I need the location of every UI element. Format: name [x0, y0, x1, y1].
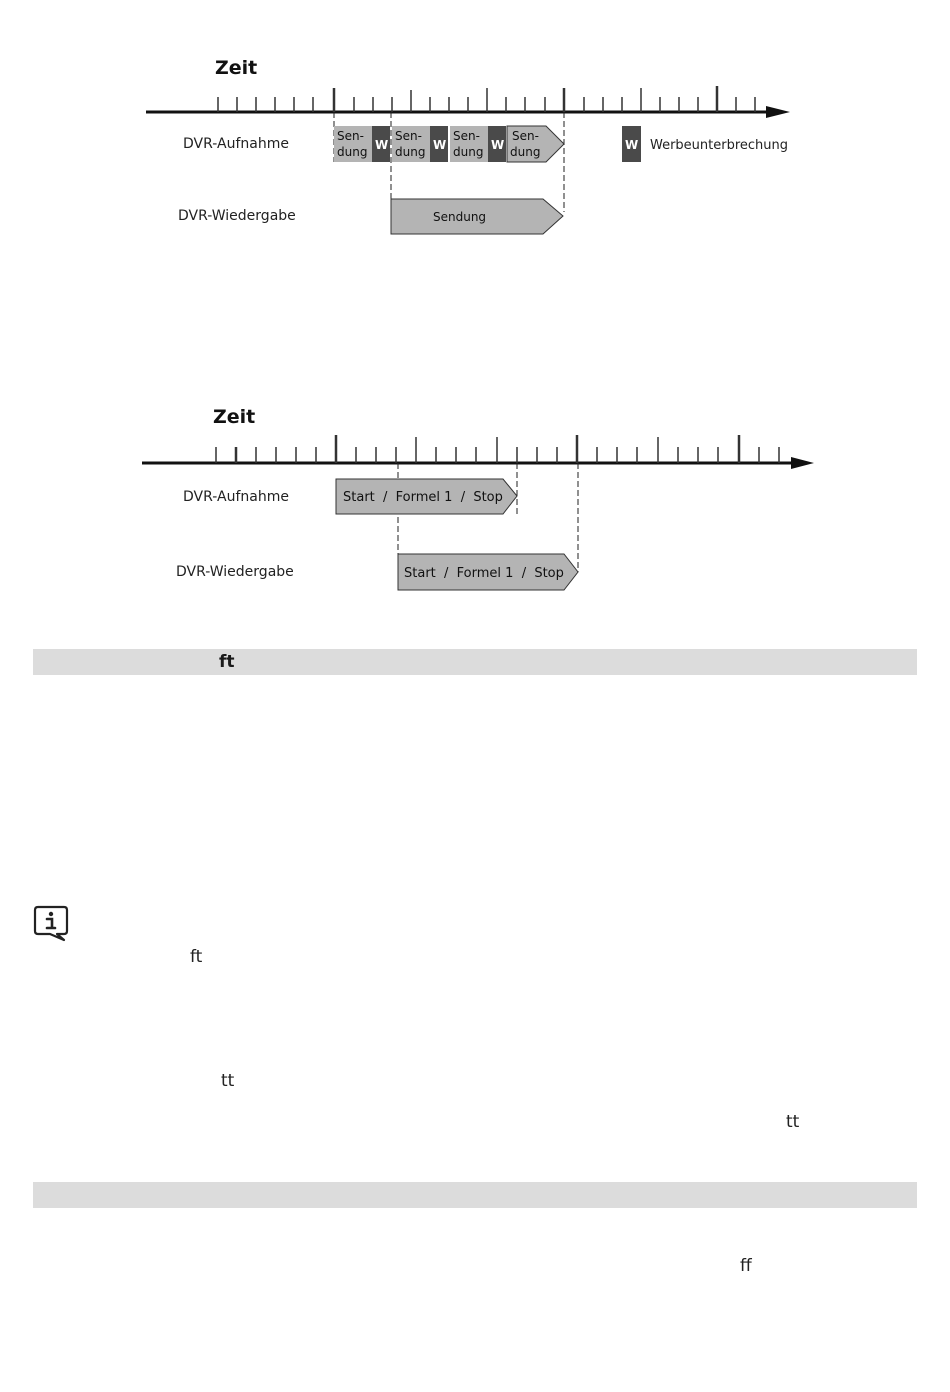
- time-axis-ticks: [216, 435, 779, 463]
- row-label-playback: DVR-Wiedergabe: [178, 208, 296, 224]
- text-fragment: tt: [221, 1071, 235, 1091]
- playback-bar-label: Sendung: [433, 210, 487, 224]
- playback-bar-label: Start / Formel 1 / Stop: [404, 566, 564, 581]
- diagram-dvr-timeshift: [0, 390, 950, 600]
- row-label-playback: DVR-Wiedergabe: [176, 564, 294, 580]
- segment-label: dung: [453, 145, 484, 159]
- text-fragment: tt: [786, 1112, 800, 1132]
- legend-ad-marker: W: [625, 138, 639, 152]
- diagram-dvr-ad-skip: [0, 0, 950, 250]
- text-fragment: ff: [740, 1256, 752, 1276]
- time-label: Zeit: [213, 406, 256, 428]
- ad-marker: W: [491, 138, 505, 152]
- recording-bar-label: Start / Formel 1 / Stop: [343, 490, 503, 505]
- time-axis-arrow: [766, 106, 790, 118]
- time-label: Zeit: [215, 57, 258, 79]
- segment-label: dung: [337, 145, 368, 159]
- segment-label: dung: [510, 145, 541, 159]
- time-axis-arrow: [791, 457, 814, 469]
- section-heading-text: ft: [219, 652, 235, 672]
- text-fragment: ft: [190, 947, 203, 967]
- segment-label: Sen-: [512, 129, 539, 143]
- segment-label: Sen-: [395, 129, 422, 143]
- row-label-recording: DVR-Aufnahme: [183, 136, 289, 152]
- section-heading-bar: [33, 649, 917, 675]
- segment-label: Sen-: [337, 129, 364, 143]
- section-heading-bar: [33, 1182, 917, 1208]
- ad-marker: W: [433, 138, 447, 152]
- row-label-recording: DVR-Aufnahme: [183, 489, 289, 505]
- time-axis-ticks: [218, 86, 755, 112]
- legend-text: Werbeunterbrechung: [650, 138, 789, 153]
- segment-label: dung: [395, 145, 426, 159]
- info-icon: [32, 904, 70, 942]
- segment-label: Sen-: [453, 129, 480, 143]
- ad-marker: W: [375, 138, 389, 152]
